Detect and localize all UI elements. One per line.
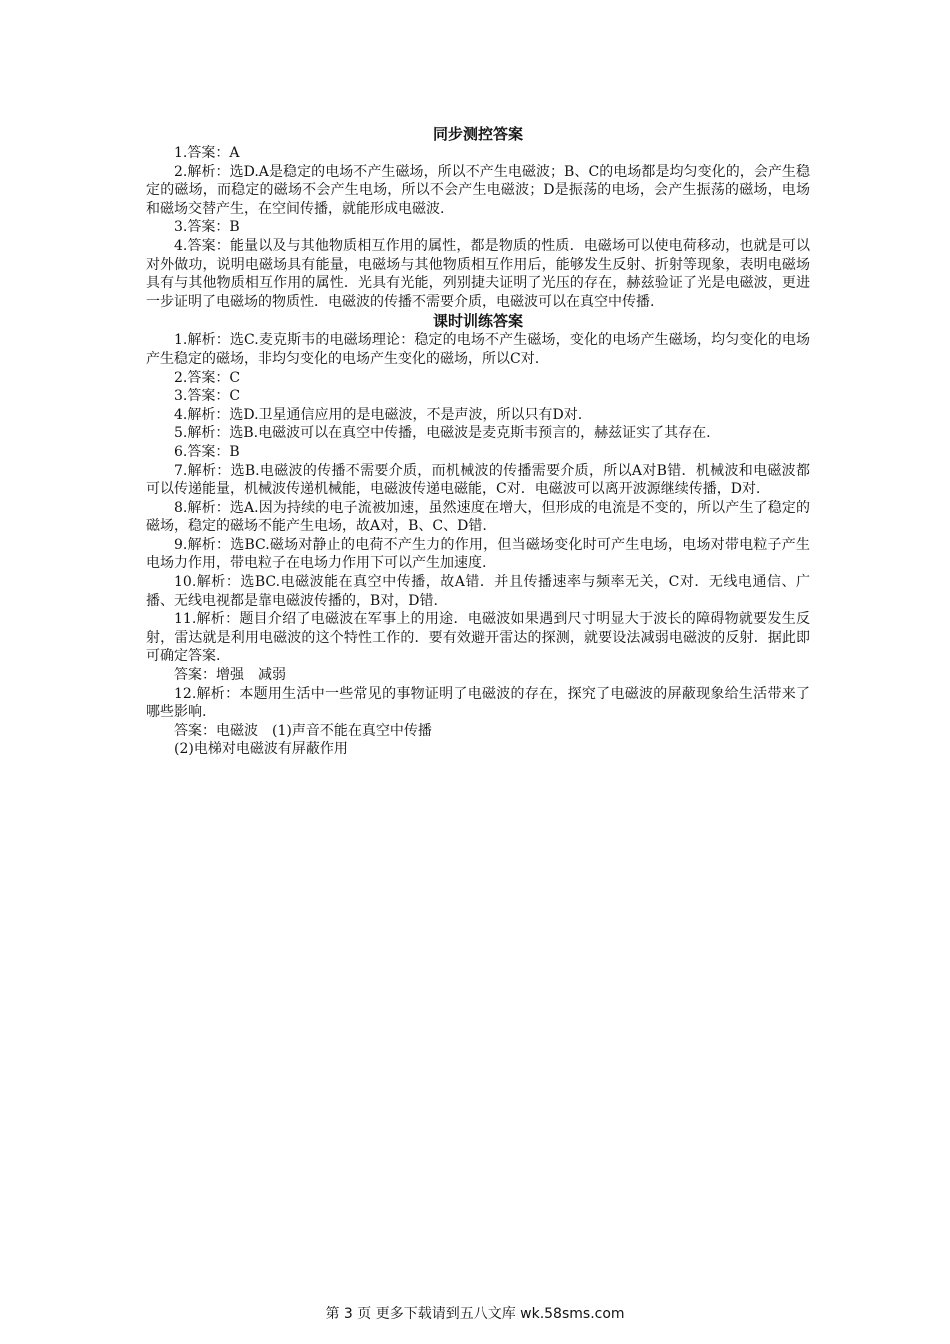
section-title-sync: 同步测控答案	[432, 125, 523, 143]
answer-item: 8.解析：选A.因为持续的电子流被加速，虽然速度在增大，但形成的电流是不变的，所以产生了稳定的磁场，稳定的磁场不能产生电场，故A对，B、C、D错.	[146, 499, 810, 535]
answer-item: 9.解析：选BC.磁场对静止的电荷不产生力的作用，但当磁场变化时可产生电场，电场对带电粒子产生电场力作用，带电粒子在电场力作用下可以产生加速度.	[146, 536, 810, 572]
answer-item: 12.解析：本题用生活中一些常见的事物证明了电磁波的存在，探究了电磁波的屏蔽现象给生活带来了哪些影响.	[146, 685, 810, 721]
answer-item: 2.解析：选D.A是稳定的电场不产生磁场，所以不产生电磁波；B、C的电场都是均匀变化的，会产生稳定的磁场，而稳定的磁场不会产生电场，所以不会产生电磁波；D是振荡的电场，会产生振荡的磁场，电场和磁场交替产生，在空间传播，就能形成电磁波.	[146, 163, 810, 217]
answer-item: 10.解析：选BC.电磁波能在真空中传播，故A错．并且传播速率与频率无关，C对．无线电通信、广播、无线电视都是靠电磁波传播的，B对，D错.	[146, 574, 810, 609]
answer-item: 2.答案：C	[174, 369, 241, 386]
answer-item: 11.解析：题目介绍了电磁波在军事上的用途．电磁波如果遇到尺寸明显大于波长的障碍物就要发生反射，雷达就是利用电磁波的这个特性工作的．要有效避开雷达的探测，就要设法减弱电磁波的反射．据此即可确定答案.	[146, 611, 810, 665]
answer-item: 6.答案：B	[174, 443, 240, 460]
answer-item: 1.答案：A	[174, 145, 240, 161]
answer-item: (2)电梯对电磁波有屏蔽作用	[174, 741, 348, 758]
document-body	[146, 124, 810, 759]
answer-item: 答案：增强 减弱	[174, 667, 286, 684]
answer-item: 3.答案：B	[174, 219, 240, 236]
answer-item: 7.解析：选B.电磁波的传播不需要介质，而机械波的传播需要介质，所以A对B错．机械波和电磁波都可以传递能量，机械波传递机械能，电磁波传递电磁能，C对．电磁波可以离开波源继续传播，D对.	[146, 462, 810, 498]
answer-item: 3.答案：C	[174, 388, 241, 405]
page-footer: 第 3 页 更多下载请到五八文库 wk.58sms.com	[325, 1306, 625, 1322]
section-title-lesson: 课时训练答案	[432, 312, 523, 331]
answer-item: 4.答案：能量以及与其他物质相互作用的属性，都是物质的性质．电磁场可以使电荷移动，也就是可以对外做功，说明电磁场具有能量，电磁场与其他物质相互作用后，能够发生反射、折射等现象，表明电磁场具有与其他物质相互作用的属性．光具有光能，列别捷夫证明了光压的存在，赫兹验证了光是电磁波，更进一步证明了电磁场的物质性．电磁波的传播不需要介质，电磁波可以在真空中传播.	[146, 237, 810, 310]
answer-item: 1.解析：选C.麦克斯韦的电磁场理论：稳定的电场不产生磁场，变化的电场产生磁场，均匀变化的电场产生稳定的磁场，非均匀变化的电场产生变化的磁场，所以C对.	[146, 332, 810, 367]
answer-item: 答案：电磁波 (1)声音不能在真空中传播	[174, 722, 432, 739]
answer-item: 4.解析：选D.卫星通信应用的是电磁波，不是声波，所以只有D对.	[174, 406, 583, 423]
answer-item: 5.解析：选B.电磁波可以在真空中传播，电磁波是麦克斯韦预言的，赫兹证实了其存在.	[174, 425, 711, 442]
